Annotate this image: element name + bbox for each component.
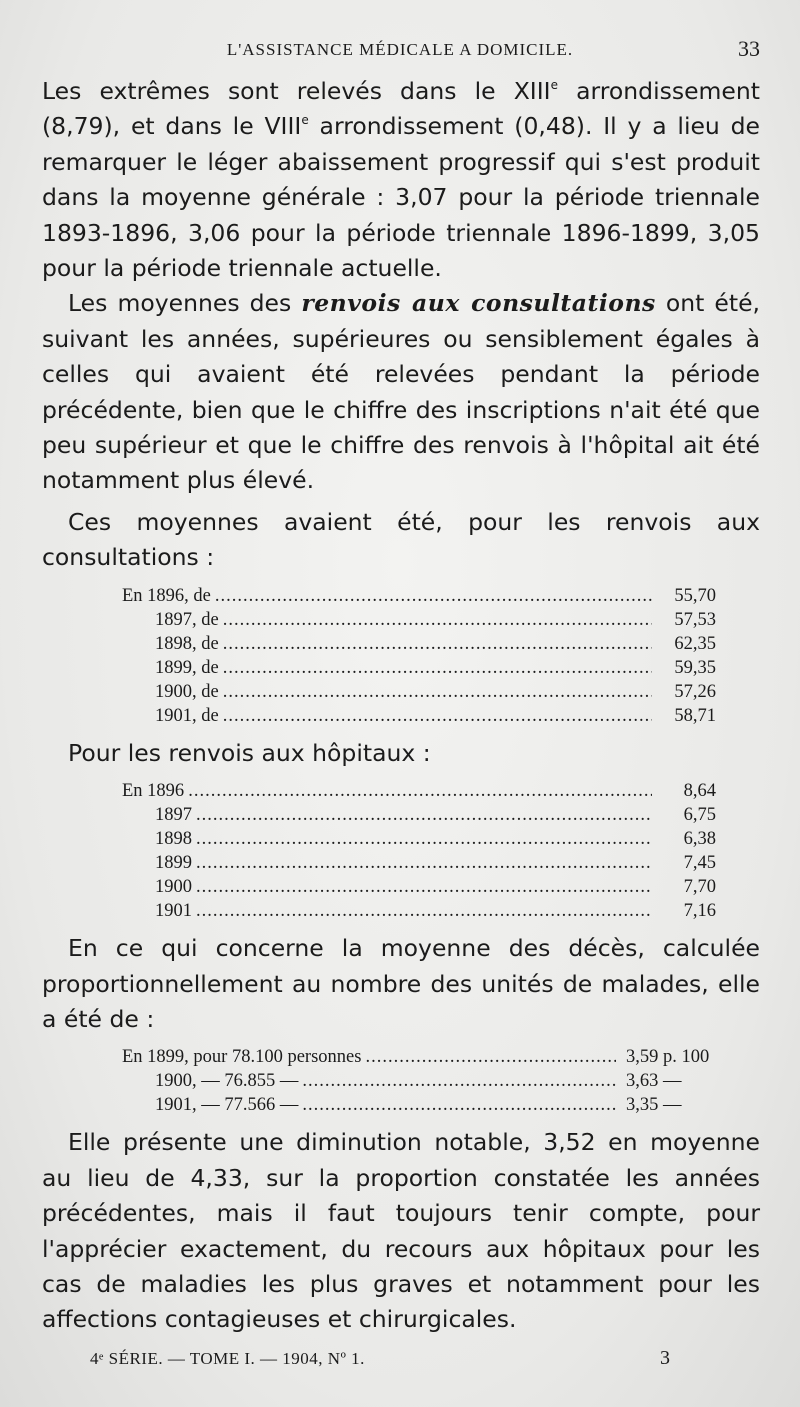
row-label: 1898, de: [155, 633, 219, 654]
row-label: En 1899, pour 78.100 personnes: [122, 1047, 362, 1068]
superscript: e: [301, 113, 309, 128]
row-label: 1901, de: [155, 705, 219, 726]
row-label: 1900, — 76.855 —: [155, 1071, 299, 1092]
row-value: 59,35: [674, 657, 716, 678]
row-value: 7,16: [683, 901, 716, 922]
table-row: [122, 827, 716, 851]
paragraph-deces: En ce qui concerne la moyenne des décès, calculée proportionnellement au nombre des unités de malades, elle a été de :: [42, 934, 760, 1033]
paragraph-diminution: Elle présente une diminution notable, 3,52 en moyenne au lieu de 4,33, sur la proportion constatée les années précédentes, mais il faut toujours tenir compte, pour l'apprécier exactement, du recours aux hôpitaux pour les cas de maladies les plus graves et notamment pour les affections contagieuses et chirurgicales.: [42, 1128, 760, 1334]
paragraph-hopitaux-intro: Pour les renvois aux hôpitaux :: [68, 738, 431, 767]
row-value: 3,59 p. 100: [626, 1047, 710, 1068]
table-hopitaux: [122, 779, 716, 923]
text-run: ont été, suivant les années, supérieures ou sensiblement égales à celles qui avaient été relevées pendant la période précédente, bien que le chiffre des inscriptions n'ait été que peu supérieur et que le chiffre des renvois à l'hôpital ait été notamment plus élevé.: [42, 289, 760, 495]
table-row: [122, 632, 716, 656]
row-label: En 1896: [122, 781, 185, 802]
signature-mark: 3: [660, 1347, 670, 1369]
row-value: 3,35 —: [626, 1095, 682, 1116]
row-value: 57,53: [674, 609, 716, 630]
table-row: [122, 875, 716, 899]
page-number: 33: [738, 36, 760, 61]
row-value: 3,63 —: [626, 1071, 682, 1092]
row-value: 6,75: [683, 805, 716, 826]
body-text: [42, 74, 760, 1338]
text-run: Les moyennes des: [68, 289, 302, 318]
row-label: 1898: [155, 829, 192, 850]
paragraph-consultations-intro: Ces moyennes avaient été, pour les renvois aux consultations :: [42, 507, 760, 572]
text-run: arrondissement (8,79), et dans le VIII: [42, 77, 760, 141]
table-row: [122, 851, 716, 875]
text-run: arrondissement (0,48). Il y a lieu de remarquer le léger abaissement progressif qui s'est produit dans la moyenne générale : 3,07 pour la période triennale 1893-1896, 3,06 pour la période triennale 1896-1899, 3,05 pour la période triennale actuelle.: [42, 112, 761, 283]
row-label: En 1896, de: [122, 585, 211, 606]
row-value: 58,71: [674, 705, 716, 726]
table-row: [122, 1045, 716, 1069]
emphasis-text: renvois aux consultations: [301, 289, 656, 318]
row-label: 1897: [155, 805, 192, 826]
paragraph-extremes: [42, 74, 760, 286]
series-info: 4ᵉ SÉRIE. — TOME I. — 1904, Nº 1.: [90, 1349, 365, 1368]
table-row: [122, 680, 716, 704]
table-row: [122, 608, 716, 632]
table-row: [122, 779, 716, 803]
table-row: [122, 656, 716, 680]
table-row: [122, 584, 716, 608]
row-label: 1897, de: [155, 609, 219, 630]
table-row: [122, 803, 716, 827]
table-row: [122, 899, 716, 923]
row-value: 8,64: [683, 781, 716, 802]
text-run: Les extrêmes sont relevés dans le XIII: [42, 77, 551, 105]
row-value: 57,26: [674, 681, 716, 702]
row-label: 1901, — 77.566 —: [155, 1095, 299, 1116]
table-deces: [122, 1045, 716, 1117]
table-row: [122, 1069, 716, 1093]
row-value: 6,38: [683, 829, 716, 850]
table-row: [122, 1093, 716, 1117]
superscript: e: [550, 78, 558, 92]
row-label: 1901: [155, 901, 192, 922]
row-value: 55,70: [674, 585, 716, 606]
page-footer: [90, 1347, 670, 1371]
row-label: 1899, de: [155, 657, 219, 678]
row-label: 1899: [155, 853, 192, 874]
row-label: 1900: [155, 877, 192, 898]
running-head: L'ASSISTANCE MÉDICALE A DOMICILE.: [226, 40, 574, 59]
row-value: 7,45: [683, 853, 716, 874]
paragraph-renvois: [42, 286, 760, 498]
page-header: [40, 36, 760, 66]
table-row: [122, 704, 716, 728]
row-value: 7,70: [683, 877, 716, 898]
row-label: 1900, de: [155, 681, 219, 702]
table-consultations: [122, 584, 716, 728]
row-value: 62,35: [674, 633, 716, 654]
